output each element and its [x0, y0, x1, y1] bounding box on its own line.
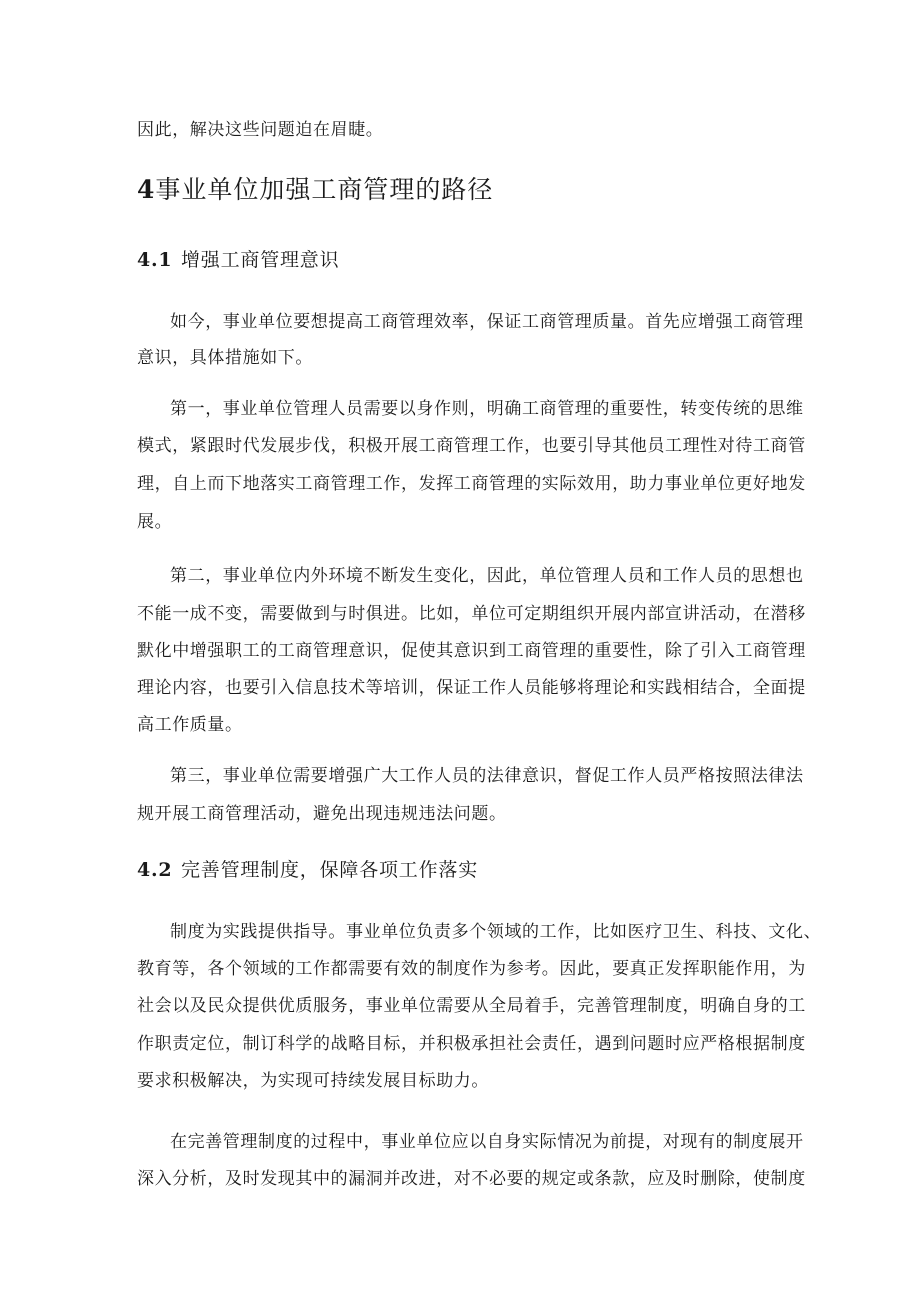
intro-line: 因此，解决这些问题迫在眉睫。 [137, 120, 384, 140]
paragraph-line: 要求积极解决，为实现可持续发展目标助力。 [137, 1071, 489, 1091]
section-4-number: 4 [137, 175, 156, 204]
paragraph-line: 意识，具体措施如下。 [137, 348, 313, 368]
paragraph-line: 第三，事业单位需要增强广大工作人员的法律意识，督促工作人员严格按照法律法 [170, 766, 804, 786]
paragraph-line: 理，自上而下地落实工商管理工作，发挥工商管理的实际效用，助力事业单位更好地发 [137, 474, 806, 494]
paragraph-line: 默化中增强职工的工商管理意识，促使其意识到工商管理的重要性，除了引入工商管理 [137, 641, 806, 661]
paragraph-line: 第二，事业单位内外环境不断发生变化，因此，单位管理人员和工作人员的思想也 [170, 566, 804, 586]
section-4-2-title: 完善管理制度，保障各项工作落实 [181, 859, 479, 881]
paragraph-line: 不能一成不变，需要做到与时俱进。比如，单位可定期组织开展内部宣讲活动，在潜移 [137, 604, 806, 624]
paragraph-line: 高工作质量。 [137, 715, 243, 735]
paragraph-line: 模式，紧跟时代发展步伐，积极开展工商管理工作，也要引导其他员工理性对待工商管 [137, 436, 806, 456]
paragraph-line: 展。 [137, 512, 173, 532]
section-4-title: 事业单位加强工商管理的路径 [155, 175, 494, 204]
paragraph-line: 作职责定位，制订科学的战略目标，并积极承担社会责任，遇到问题时应严格根据制度 [137, 1034, 806, 1054]
section-4-heading [137, 173, 493, 207]
paragraph-line: 第一，事业单位管理人员需要以身作则，明确工商管理的重要性，转变传统的思维 [170, 399, 804, 419]
section-4-1-heading [137, 247, 339, 273]
section-4-1-number: 4.1 [137, 249, 173, 271]
paragraph-line: 深入分析，及时发现其中的漏洞并改进，对不必要的规定或条款，应及时删除，使制度 [137, 1169, 806, 1189]
paragraph-line: 如今，事业单位要想提高工商管理效率，保证工商管理质量。首先应增强工商管理 [170, 312, 804, 332]
paragraph-line: 在完善管理制度的过程中，事业单位应以自身实际情况为前提，对现有的制度展开 [170, 1132, 804, 1152]
section-4-2-number: 4.2 [137, 859, 173, 881]
paragraph-line: 制度为实践提供指导。事业单位负责多个领域的工作，比如医疗卫生、科技、文化、 [170, 922, 822, 942]
section-4-2-heading [137, 857, 478, 883]
paragraph-line: 社会以及民众提供优质服务，事业单位需要从全局着手，完善管理制度，明确自身的工 [137, 996, 806, 1016]
paragraph-line: 规开展工商管理活动，避免出现违规违法问题。 [137, 804, 507, 824]
section-4-1-title: 增强工商管理意识 [181, 249, 340, 271]
paragraph-line: 教育等，各个领域的工作都需要有效的制度作为参考。因此，要真正发挥职能作用，为 [137, 959, 806, 979]
paragraph-line: 理论内容，也要引入信息技术等培训，保证工作人员能够将理论和实践相结合，全面提 [137, 678, 806, 698]
